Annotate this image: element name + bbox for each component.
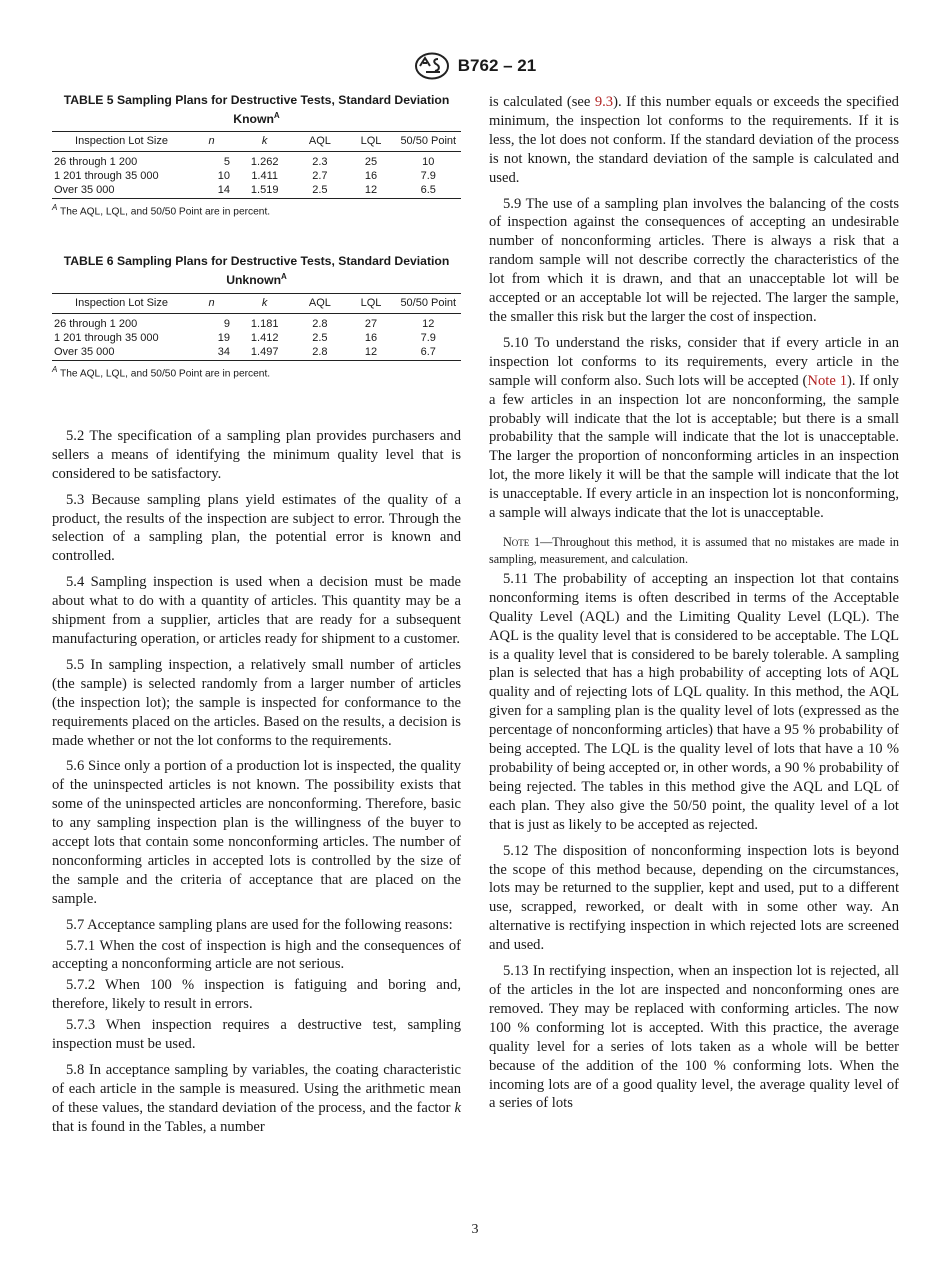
col-n: n xyxy=(208,296,215,309)
ref-note-1-link[interactable]: Note 1 xyxy=(807,372,847,389)
cell-5050: 7.9 xyxy=(420,170,436,183)
section-5-7: 5.7 Acceptance sampling plans are used for the following reasons: xyxy=(66,916,453,933)
col-k: k xyxy=(261,296,268,309)
cell-aql: 2.5 xyxy=(312,184,328,197)
cell-lql: 27 xyxy=(364,317,378,330)
table-header-row xyxy=(52,132,461,152)
cell-n: 14 xyxy=(217,184,231,197)
section-5-3: 5.3 Because sampling plans yield estimates of the quality of a product, the results of the inspection are subject to error. Through the selection of a sampling plan, the potential error is known and controlled. xyxy=(52,491,461,565)
section-5-6: 5.6 Since only a portion of a production lot is inspected, the quality of the uninspected articles is not known. The possibility exists that some of the uninspected articles are nonconforming. Therefore, basic to any sampling inspection plan is the willingness of the buyer to accept lots that contain some nonconforming articles. The number of nonconforming articles in accepted lots is controlled by the size of the sample and the criteria of acceptance that are placed on the sample. xyxy=(52,758,461,907)
cell-aql: 2.5 xyxy=(312,331,328,344)
section-5-9: 5.9 The use of a sampling plan involves the balancing of the costs of inspection against the consequences of accepting an undesirable number of nonconforming articles. There is always a risk that a random sample will not describe correctly the characteristics of the lot from which it is drawn, and that an unacceptable lot will be accepted or an acceptable lot will be rejected. The larger the sample, the smaller this risk but the larger the cost of inspection. xyxy=(489,195,899,325)
section-5-8: 5.8 In acceptance sampling by variables, the coating characteristic of each article in the sample is measured. Using the arithmetic mean of these values, the standard deviation of the process, and the factor k that is found in the Tables, a number xyxy=(52,1062,461,1135)
col-lot-size: Inspection Lot Size xyxy=(75,296,168,309)
cell-lot-size: 26 through 1 200 xyxy=(54,317,138,330)
cell-lql: 12 xyxy=(364,345,378,358)
section-5-13: 5.13 In rectifying inspection, when an inspection lot is rejected, all of the articles in the lot are inspected and nonconforming ones are removed. They may be replaced with conforming articles. The now 100 % conforming lot is accepted. With this practice, the average quality level for a series of lots taken as a whole will be better because of the addition of the 100 % conforming lots. When the incoming lots are of a good quality level, the average quality level of a series of lots xyxy=(489,963,899,1112)
section-5-7-2: 5.7.2 When 100 % inspection is fatiguing and boring and, therefore, likely to result in errors. xyxy=(52,977,461,1013)
cell-n: 10 xyxy=(217,170,231,183)
ref-9-3-link[interactable]: 9.3 xyxy=(594,94,614,110)
cell-lql: 25 xyxy=(364,156,378,169)
table-row xyxy=(52,313,461,331)
cell-n: 19 xyxy=(217,331,231,344)
cell-lot-size: 1 201 through 35 000 xyxy=(54,331,159,344)
cell-5050: 7.9 xyxy=(420,331,436,344)
section-5-8-continued: is calculated (see 9.3). If this number equals or exceeds the specified minimum, the inspection lot conforms to the requirements. If it is less, the lot does not conform. If the standard deviation of the process is not known, the standard deviation of the sample is calculated and used. xyxy=(489,94,899,186)
table-5 xyxy=(52,93,461,217)
cell-k: 1.262 xyxy=(250,156,279,169)
page-header xyxy=(0,52,950,80)
table-row xyxy=(52,152,461,170)
cell-lot-size: Over 35 000 xyxy=(54,184,115,197)
section-5-5: 5.5 In sampling inspection, a relatively small number of articles (the sample) is selected randomly from a larger number of articles (the inspection lot); the sample is inspected for conformance to the requirements placed on the articles. Based on the results, a decision is made whether or not the lot conforms to the requirements. xyxy=(52,656,461,749)
col-n: n xyxy=(208,135,215,148)
col-lot-size: Inspection Lot Size xyxy=(75,135,168,148)
col-k: k xyxy=(261,135,268,148)
col-5050: 50/50 Point xyxy=(400,135,457,148)
cell-n: 5 xyxy=(223,156,231,169)
section-5-2: 5.2 The specification of a sampling plan provides purchasers and sellers a means of identifying the minimum quality level that is considered to be satisfactory. xyxy=(52,427,461,482)
cell-lot-size: 1 201 through 35 000 xyxy=(54,170,159,183)
cell-aql: 2.8 xyxy=(312,345,328,358)
table-row xyxy=(52,331,461,345)
cell-k: 1.497 xyxy=(250,345,279,358)
table-6-footnote: $^A$ The AQL, LQL, and 50/50 Point are in percent. xyxy=(52,364,271,379)
section-5-11: 5.11 The probability of accepting an inspection lot that contains nonconforming items is often described in terms of the Acceptable Quality Level (AQL) and the Limiting Quality Level (LQL). The AQL is the quality level that is considered to be acceptable. The LQL is a quality level that is considered to be barely tolerable. A sampling plan is selected that has a high probability of accepting lots of AQL quality and of rejecting lots of LQL quality. In this method, the AQL given for a sampling plan is the quality level of lots (expressed as the percentage of nonconforming articles) that have a 95 % probability of being accepted. The LQL is the quality level of lots that have a 10 % probability of being accepted or, in other words, a 90 % probability of being rejected. The tables in this method give the AQL and LQL of each plan. They also give the 50/50 point, the quality level of a lot that is just as likely to be accepted as rejected. xyxy=(489,570,899,833)
table-5-title: TABLE 5 Sampling Plans for Destructive Tests, Standard Deviation Known$^A$ xyxy=(63,93,450,127)
cell-lot-size: Over 35 000 xyxy=(54,345,115,358)
cell-n: 9 xyxy=(223,317,231,330)
astm-logo-icon xyxy=(414,52,450,80)
page-number: 3 xyxy=(471,1222,479,1237)
cell-5050: 6.7 xyxy=(420,345,436,358)
table-5-footnote: $^A$ The AQL, LQL, and 50/50 Point are in percent. xyxy=(52,203,271,218)
cell-aql: 2.8 xyxy=(312,317,328,330)
cell-aql: 2.3 xyxy=(312,156,328,169)
col-aql: AQL xyxy=(308,296,331,309)
cell-5050: 6.5 xyxy=(420,184,436,197)
cell-k: 1.519 xyxy=(250,184,279,197)
section-5-7-3: 5.7.3 When inspection requires a destructive test, sampling inspection must be used. xyxy=(52,1017,461,1053)
section-5-4: 5.4 Sampling inspection is used when a decision must be made about what to do with a quantity of articles. This quantity may be a shipment from a supplier, articles that are ready for a subsequent manufacturing operation, or articles ready for shipment to a customer. xyxy=(52,574,461,647)
section-5-10: 5.10 To understand the risks, consider that if every article in an inspection lot conforms to its requirements, every article in the sample will conform also. Such lots will be accepted (Note 1). If only a few articles in an inspection lot are nonconforming, the sample probably will indicate that the lot is acceptable; but there is a small probability that the sample will indicate that the lot is unacceptable. The larger the proportion of nonconforming articles in an inspection lot, the more likely it will be that the sample will indicate that the lot is unacceptable. If every article in an inspection lot is nonconforming, a sample will always indicate that the lot is unacceptable. xyxy=(489,334,899,522)
table-row xyxy=(52,345,461,361)
cell-lot-size: 26 through 1 200 xyxy=(54,156,138,169)
section-5-7-1: 5.7.1 When the cost of inspection is high and the consequences of accepting a nonconforming article are not serious. xyxy=(52,937,461,973)
table-6 xyxy=(52,254,461,378)
cell-lql: 16 xyxy=(364,331,378,344)
cell-k: 1.411 xyxy=(251,170,279,183)
cell-k: 1.412 xyxy=(250,331,279,344)
section-5-12: 5.12 The disposition of nonconforming inspection lots is beyond the scope of this method because, depending on the circumstances, lots may be returned to the supplier, kept and used, put to a different use, scrapped, reworked, or dealt with in some other way. An alternative is rectifying inspection in which rejected lots are screened and used. xyxy=(489,842,899,954)
table-5-grid xyxy=(52,131,461,199)
table-row xyxy=(52,183,461,199)
col-aql: AQL xyxy=(308,135,331,148)
cell-n: 34 xyxy=(217,345,231,358)
document-id: B762 – 21 xyxy=(457,56,537,75)
col-lql: LQL xyxy=(360,296,382,309)
right-column xyxy=(489,93,899,1113)
table-6-title: TABLE 6 Sampling Plans for Destructive Tests, Standard Deviation Unknown$^A$ xyxy=(63,254,450,288)
cell-lql: 12 xyxy=(364,184,378,197)
col-lql: LQL xyxy=(360,135,382,148)
cell-aql: 2.7 xyxy=(312,170,328,183)
col-5050: 50/50 Point xyxy=(400,296,457,309)
cell-k: 1.181 xyxy=(250,317,279,330)
left-column xyxy=(52,93,461,1137)
note-1: Note 1—Throughout this method, it is assumed that no mistakes are made in sampling, measurement, and calculation. xyxy=(489,534,900,566)
table-header-row xyxy=(52,293,461,313)
table-row xyxy=(52,169,461,183)
cell-lql: 16 xyxy=(364,170,378,183)
table-6-grid xyxy=(52,293,461,361)
cell-5050: 10 xyxy=(422,156,435,169)
cell-5050: 12 xyxy=(422,317,435,330)
